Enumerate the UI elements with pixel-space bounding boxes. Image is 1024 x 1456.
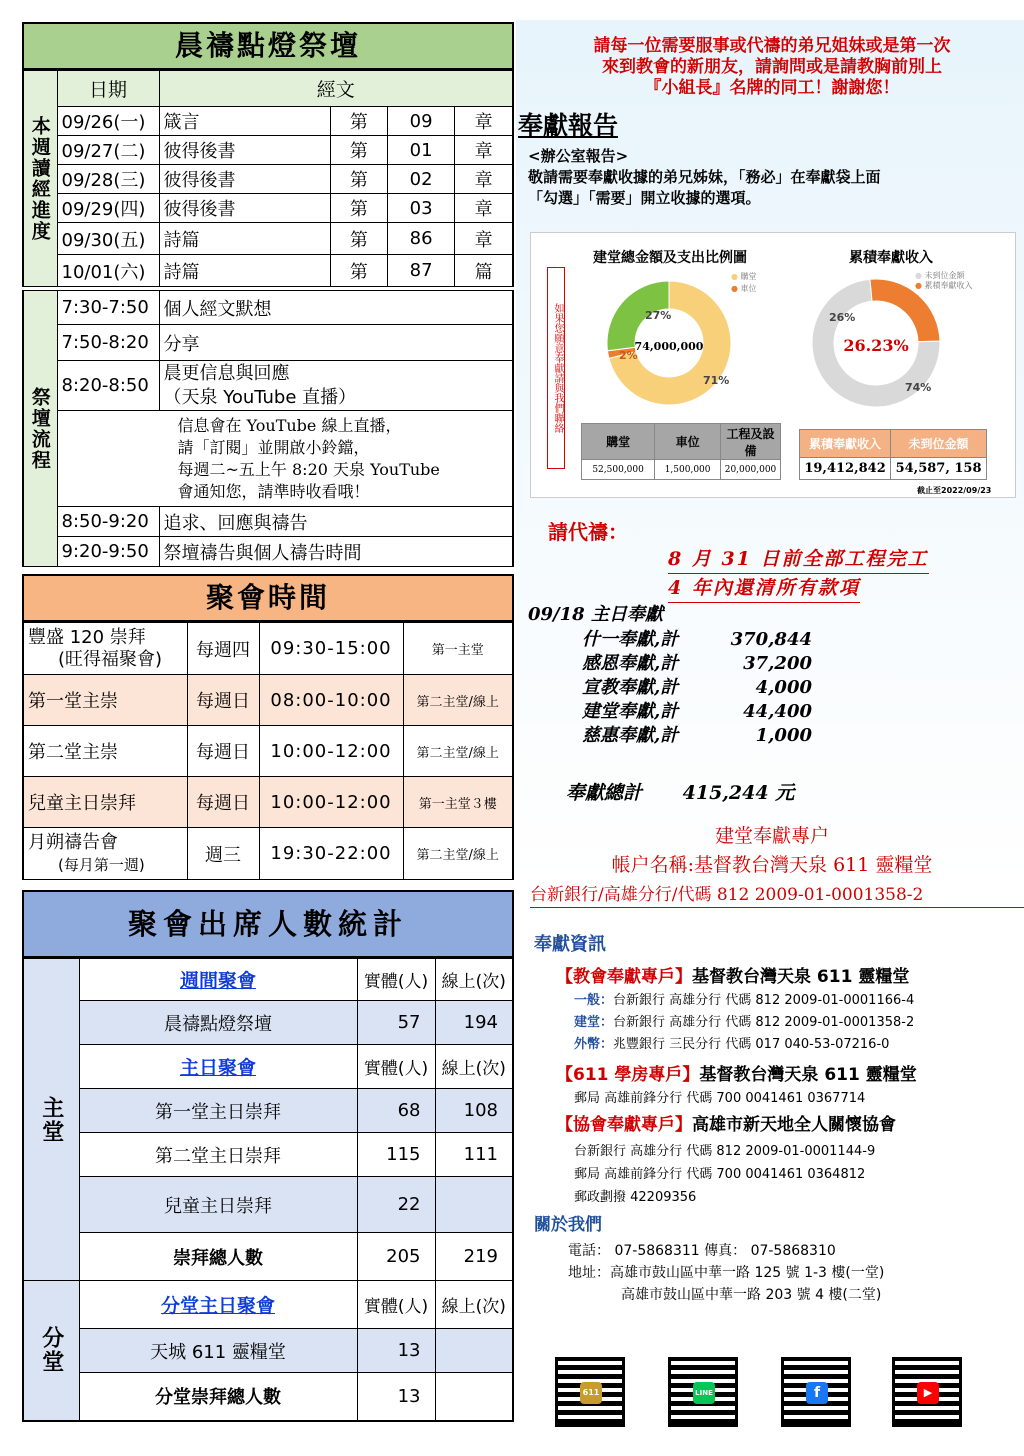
flow-time: 7:50-8:20 [57,325,159,361]
meeting-day: 每週四 [187,623,259,675]
note-line: 會通知您，請準時收看哦！ [177,481,370,501]
reading-num: 87 [387,255,454,287]
flow-item-sub: （天泉 YouTube 直播） [163,386,357,408]
assoc-account-line: 郵局 高雄前鋒分行 代碼 700 0041461 0364812 [574,1167,866,1182]
col-date: 日期 [57,71,159,107]
attendance-online: 111 [435,1133,513,1177]
chart-as-of-date: 截止至2022/09/23 [917,486,992,495]
col-online: 線上(次) [435,1281,513,1329]
reading-book: 彼得後書 [159,165,330,194]
attendance-table [22,958,514,1422]
cost-value: 52,500,000 [582,460,655,480]
cost-value: 1,500,000 [655,460,721,480]
attendance-name: 第一堂主日崇拜 [79,1089,357,1133]
meeting-day: 每週日 [187,726,259,777]
donut1-slice-label: 2% [619,349,638,362]
branch-total-name: 分堂崇拜總人數 [79,1373,357,1421]
col-physical: 實體(人) [357,1045,435,1089]
reading-pre: 第 [330,107,387,136]
reading-date: 09/27(二) [57,136,159,165]
building-account-name: 帳户名稱:基督教台灣天泉 611 靈糧堂 [611,854,933,876]
meeting-time: 09:30-15:00 [259,623,403,675]
income-value: 54,587, 158 [891,458,987,480]
flow-item: 分享 [159,325,513,361]
reading-book: 箴言 [159,107,330,136]
chart-side-contact: 如果您願意奉獻請與我們聯絡 [547,267,565,469]
right-legend-item: 未到位金額 [924,271,965,280]
attendance-title: 聚會出席人數統計 [22,890,514,958]
left-legend-item: 購堂 [740,272,757,281]
assoc-account-line: 郵政劃撥 42209356 [574,1190,697,1205]
attendance-total-name: 崇拜總人數 [79,1233,357,1281]
qr-code-611[interactable] [555,1357,625,1427]
offering-label: 慈惠奉獻,計 [582,725,679,746]
cost-value: 20,000,000 [721,460,781,480]
donut2-center-label: 26.23% [843,336,909,355]
youtube-icon: ▶ [917,1382,939,1404]
account-label: 一般： [574,993,614,1008]
donut1-center-label: 74,000,000 [634,340,704,353]
reading-book: 彼得後書 [159,194,330,223]
left-chart-title: 建堂總金額及支出比例圖 [593,250,747,266]
reading-date: 09/28(三) [57,165,159,194]
church-account-tag: 【教會奉獻專戶】 [556,967,692,987]
prayer-altar-title: 晨禱點燈祭壇 [22,22,514,70]
reading-unit: 篇 [455,255,513,287]
reading-num: 02 [387,165,454,194]
attendance-online: 194 [435,1001,513,1045]
left-legend-item: 車位 [740,284,757,293]
income-head: 未到位金額 [891,430,987,458]
building-account-bank: 台新銀行/高雄分行/代碼 812 2009-01-0001358-2 [530,880,1024,908]
meeting-name: 第二堂主崇 [23,726,187,777]
attendance-name: 晨禱點燈祭壇 [79,1001,357,1045]
flow-item: 個人經文默想 [159,291,513,325]
reading-book: 彼得後書 [159,136,330,165]
offering-label: 感恩奉獻,計 [582,653,679,674]
attendance-physical: 13 [357,1329,435,1373]
offering-income-table [799,429,987,480]
reading-pre: 第 [330,136,387,165]
meeting-time-title: 聚會時間 [22,574,514,622]
col-physical: 實體(人) [357,959,435,1001]
note-line: 信息會在 YouTube 線上直播， [177,415,402,435]
qr-code-facebook[interactable] [781,1357,851,1427]
donut2-slice-label: 74% [905,381,932,394]
meeting-name: 豐盛 120 崇拜 [28,626,146,648]
reading-pre: 第 [330,255,387,287]
reading-side-label: 本週讀經進度 [23,71,57,287]
donut1-slice-label: 71% [703,374,730,387]
main-church-label: 主堂 [23,959,79,1281]
note-line: 請「訂閱」並開啟小鈴鐺， [177,437,370,457]
attendance-physical: 57 [357,1001,435,1045]
school-account-name: 基督教台灣天泉 611 靈糧堂 [699,1065,917,1085]
donut2-slice [870,279,940,342]
reading-date: 09/26(一) [57,107,159,136]
meeting-place: 第二主堂/線上 [403,726,513,777]
sunday-offering-list [582,628,812,748]
reading-pre: 第 [330,165,387,194]
attendance-physical: 22 [357,1177,435,1233]
reading-num: 86 [387,223,454,255]
attendance-physical: 68 [357,1089,435,1133]
notice-line: 請每一位需要服事或代禱的弟兄姐妹或是第一次 [593,36,951,56]
building-fund-chart-panel: 如果您願意奉獻請與我們聯絡 建堂總金額及支出比例圖 累積奉獻收入 ● 購堂 ● 車位 ● 未到位金額 ● 累積奉獻收入 74,000,000 27% 2% 71% 26.23% 26% 74% 購堂 車位 工程及設備 52,500,000 1,500,000 20,000,000 累積奉獻收入 未到位金額 19,412,842 54,587, 158 截止至2022/09/23 [530,232,1016,498]
offering-amount: 1,000 [755,725,812,746]
offering-amount: 370,844 [730,629,812,650]
meeting-time: 08:00-10:00 [259,675,403,726]
altar-flow-table [22,290,514,567]
col-online: 線上(次) [435,1045,513,1089]
reading-pre: 第 [330,223,387,255]
reading-num: 01 [387,136,454,165]
right-legend-item: 累積奉獻收入 [924,281,973,290]
attendance-name: 第二堂主日崇拜 [79,1133,357,1177]
offering-info-title: 奉獻資訊 [534,934,606,955]
account-text: 台新銀行 高雄分行 代碼 812 2009-01-0001166-4 [613,993,915,1008]
offering-amount: 44,400 [743,701,812,722]
attendance-name: 兒童主日崇拜 [79,1177,357,1233]
branch-church-label: 分堂 [23,1281,79,1421]
building-donut-chart [607,271,733,415]
building-cost-table [581,423,781,480]
attendance-name: 天城 611 靈糧堂 [79,1329,357,1373]
offering-label: 宣教奉獻,計 [582,677,679,698]
flow-item: 祭壇禱告與個人禱告時間 [159,537,513,567]
reading-unit: 章 [455,165,513,194]
meeting-time: 10:00-12:00 [259,726,403,777]
attendance-online [435,1329,513,1373]
qr-code-line[interactable] [668,1357,738,1427]
col-physical: 實體(人) [357,1281,435,1329]
office-report-heading: <辦公室報告> [528,147,629,165]
branch-total-physical: 13 [357,1373,435,1421]
meeting-name-sub: (旺得福聚會) [58,648,163,670]
notice-line: 『小組長』名牌的同工！謝謝您！ [644,78,900,98]
notice-line: 來到教會的新朋友，請詢問或是請教胸前別上 [602,57,942,77]
meeting-day: 每週日 [187,777,259,828]
office-report-line: 「勾選」「需要」開立收據的選項。 [528,189,761,207]
flow-time: 9:20-9:50 [57,537,159,567]
meeting-place: 第二主堂/線上 [403,828,513,880]
meeting-time: 19:30-22:00 [259,828,403,880]
meeting-table [22,622,514,880]
cost-head: 購堂 [582,424,655,460]
reading-date: 09/30(五) [57,223,159,255]
donut2-slice-label: 26% [829,311,856,324]
reading-unit: 章 [455,107,513,136]
flow-item: 追求、回應與禱告 [159,507,513,537]
contact-address-2: 高雄市鼓山區中華一路 203 號 4 樓(二堂) [621,1287,882,1303]
reading-unit: 章 [455,136,513,165]
sunday-head: 主日聚會 [179,1057,256,1079]
branch-total-online [435,1373,513,1421]
reading-unit: 章 [455,194,513,223]
reading-pre: 第 [330,194,387,223]
school-account-tag: 【611 學房專戶】 [556,1065,700,1085]
reading-book: 詩篇 [159,223,330,255]
church-account-name: 基督教台灣天泉 611 靈糧堂 [692,967,910,987]
note-line: 每週二~五上午 8:20 天泉 YouTube [177,459,440,479]
facebook-icon: f [806,1382,828,1404]
offering-label: 什一奉獻,計 [582,629,679,650]
offering-donut-chart [803,271,949,415]
offering-amount: 37,200 [743,653,812,674]
col-scripture: 經文 [159,71,513,107]
prayer-request-line: 8 月 31 日前全部工程完工 [668,545,929,574]
assoc-account-line: 台新銀行 高雄分行 代碼 812 2009-01-0001144-9 [574,1144,876,1159]
meeting-name: 兒童主日崇拜 [23,777,187,828]
newcomer-notice [520,36,1024,99]
reading-book: 詩篇 [159,255,330,287]
income-value: 19,412,842 [800,458,891,480]
meeting-name: 第一堂主崇 [23,675,187,726]
building-account-title: 建堂奉獻專户 [714,825,829,847]
contact-address: 地址：高雄市鼓山區中華一路 125 號 1-3 樓(一堂) [568,1265,885,1281]
flow-time: 7:30-7:50 [57,291,159,325]
offering-report-title: 奉獻報告 [518,111,619,140]
offering-total-label: 奉獻總計 [566,782,643,804]
meeting-place: 第一主堂３樓 [403,777,513,828]
account-label: 建堂： [574,1015,614,1030]
cost-head: 車位 [655,424,721,460]
attendance-total-physical: 205 [357,1233,435,1281]
reading-date: 10/01(六) [57,255,159,287]
meeting-place: 第一主堂 [403,623,513,675]
sunday-offering-title: 09/18 主日奉獻 [528,604,663,625]
flow-time: 8:20-8:50 [57,361,159,411]
account-text: 兆豐銀行 三民分行 代碼 017 040-53-07216-0 [613,1037,890,1052]
flow-time: 8:50-9:20 [57,507,159,537]
col-online: 線上(次) [435,959,513,1001]
account-text: 台新銀行 高雄分行 代碼 812 2009-01-0001358-2 [613,1015,915,1030]
about-us-title: 關於我們 [534,1215,602,1235]
attendance-physical: 115 [357,1133,435,1177]
office-report-line: 敬請需要奉獻收據的弟兄姊妹，「務必」在奉獻袋上面 [528,168,881,186]
right-chart-title: 累積奉獻收入 [849,250,933,266]
attendance-online: 108 [435,1089,513,1133]
school-account-line: 郵局 高雄前鋒分行 代碼 700 0041461 0367714 [574,1091,866,1106]
meeting-name: 月朔禱告會 [28,831,118,853]
qr-code-youtube[interactable] [892,1357,962,1427]
donut1-slice-label: 27% [645,309,672,322]
line-icon: LINE [693,1382,715,1404]
reading-table [22,70,514,287]
assoc-account-name: 高雄市新天地全人關懷協會 [692,1115,896,1135]
reading-date: 09/29(四) [57,194,159,223]
meeting-day: 週三 [187,828,259,880]
branch-head: 分堂主日聚會 [160,1295,275,1317]
weekday-head: 週間聚會 [179,970,256,992]
meeting-name-sub: (每月第一週) [58,855,145,874]
prayer-request-title: 請代禱： [548,520,628,544]
assoc-account-tag: 【協會奉獻專戶】 [556,1115,692,1135]
offering-amount: 4,000 [755,677,812,698]
reading-num: 03 [387,194,454,223]
contact-phone: 電話： 07-5868311 傳真： 07-5868310 [568,1243,836,1259]
flow-side-label: 祭壇流程 [23,291,57,567]
offering-label: 建堂奉獻,計 [582,701,679,722]
account-label: 外幣： [574,1037,614,1052]
flow-item: 晨更信息與回應 [163,362,290,384]
meeting-day: 每週日 [187,675,259,726]
meeting-time: 10:00-12:00 [259,777,403,828]
prayer-request-line: 4 年內還清所有款項 [668,574,860,603]
meeting-place: 第二主堂/線上 [403,675,513,726]
cost-head: 工程及設備 [721,424,781,460]
reading-num: 09 [387,107,454,136]
attendance-total-online: 219 [435,1233,513,1281]
income-head: 累積奉獻收入 [800,430,891,458]
offering-total-value: 415,244 元 [682,782,795,804]
attendance-online [435,1177,513,1233]
reading-unit: 章 [455,223,513,255]
611-logo-icon: 611 [580,1382,602,1404]
